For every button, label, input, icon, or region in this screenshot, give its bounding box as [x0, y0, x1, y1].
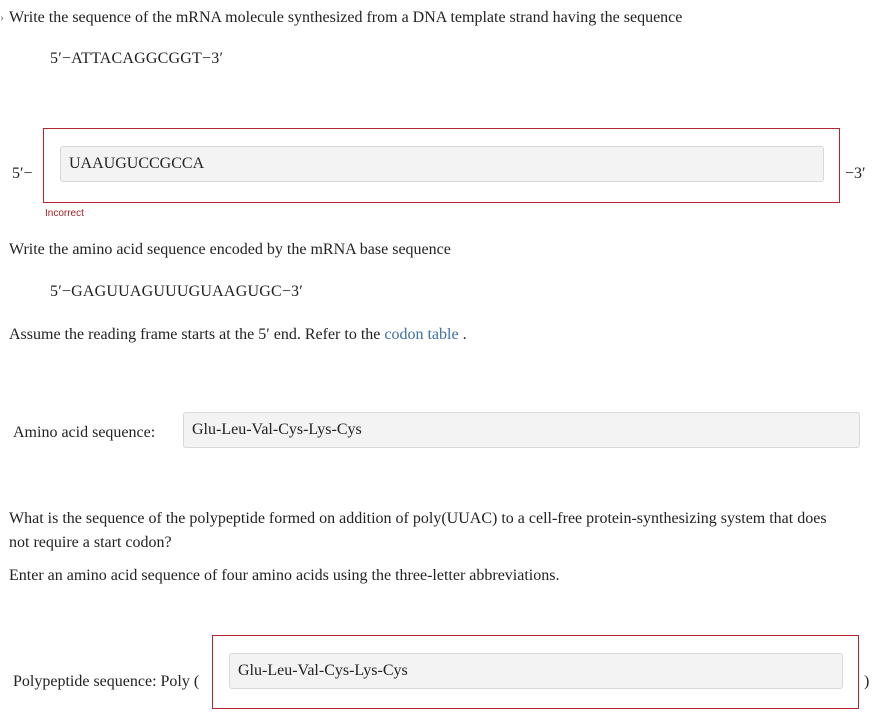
q3-label: Polypeptide sequence: Poly ( — [13, 673, 200, 690]
q2-amino-acid-input[interactable]: Glu-Leu-Val-Cys-Lys-Cys — [183, 412, 860, 448]
q1-suffix: −3′ — [845, 165, 866, 182]
q3-answer-box — [212, 635, 859, 709]
q1-answer-box — [43, 128, 840, 203]
codon-table-link[interactable]: codon table — [384, 326, 459, 343]
q3-prompt-line1: What is the sequence of the polypeptide formed on addition of poly(UUAC) to a cell-free protein-synthesizing system that does — [9, 510, 827, 527]
q2-prompt: Write the amino acid sequence encoded by the mRNA base sequence — [9, 241, 451, 258]
q2-label: Amino acid sequence: — [13, 424, 156, 441]
q3-close-paren: ) — [864, 673, 870, 690]
q1-dna-sequence: 5′−ATTACAGGCGGT−3′ — [50, 50, 224, 67]
q1-prompt: Write the sequence of the mRNA molecule synthesized from a DNA template strand having the sequence — [9, 9, 683, 26]
q3-prompt — [9, 507, 881, 555]
q2-assume-after: . — [458, 326, 467, 343]
q2-assume-text — [9, 323, 467, 347]
q3-prompt-line2: not require a start codon? — [9, 534, 172, 551]
q2-assume-before: Assume the reading frame starts at the 5′ end. Refer to the — [9, 326, 385, 343]
q3-polypeptide-input[interactable]: Glu-Leu-Val-Cys-Lys-Cys — [229, 653, 843, 689]
q1-feedback-incorrect: Incorrect — [45, 208, 84, 219]
q1-prefix: 5′− — [12, 165, 33, 182]
q1-mrna-input[interactable]: UAAUGUCCGCCA — [60, 146, 824, 182]
q2-mrna-sequence: 5′−GAGUUAGUUUGUAAGUGC−3′ — [50, 283, 303, 300]
q3-instruction: Enter an amino acid sequence of four amino acids using the three-letter abbreviations. — [9, 567, 560, 584]
question-marker: › — [0, 10, 4, 24]
